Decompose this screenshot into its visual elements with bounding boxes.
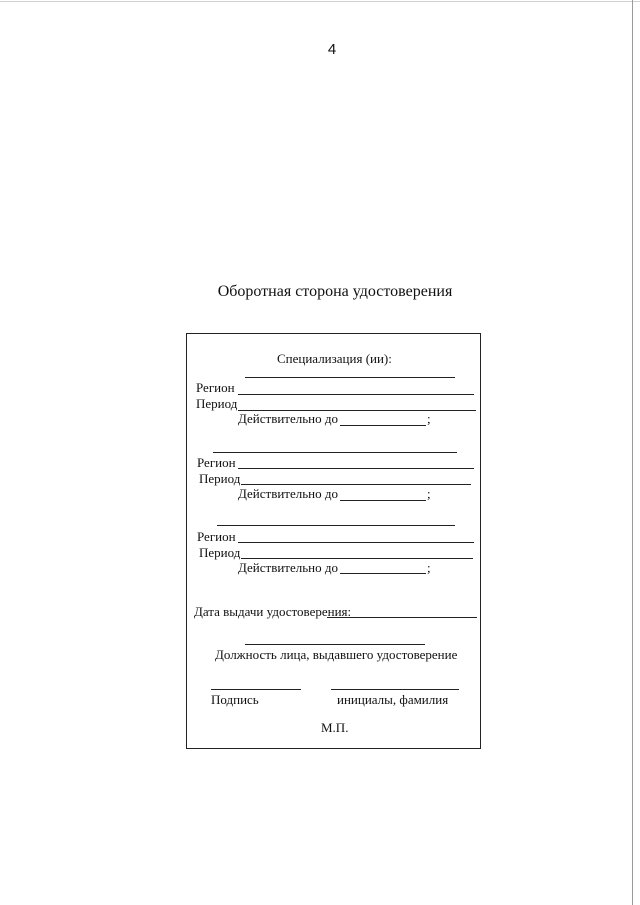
issuer-position-line <box>245 644 425 645</box>
region-line-3 <box>238 542 474 543</box>
region-line-1 <box>238 394 474 395</box>
name-line <box>331 689 459 690</box>
valid-until-end-2: ; <box>427 486 431 501</box>
valid-until-end-3: ; <box>427 560 431 575</box>
valid-until-line-3 <box>340 573 426 574</box>
signature-label: Подпись <box>211 692 259 707</box>
specialization-label: Специализация (ии): <box>277 351 392 366</box>
valid-until-label-2: Действительно до <box>238 486 338 501</box>
valid-until-line-2 <box>340 500 426 501</box>
page-number: 4 <box>327 41 337 58</box>
valid-until-label-3: Действительно до <box>238 560 338 575</box>
period-label-1: Период <box>196 396 238 411</box>
period-line-3 <box>241 558 473 559</box>
specialization-line-1 <box>245 377 455 378</box>
stamp-place-label: М.П. <box>321 720 349 735</box>
period-line-2 <box>241 484 471 485</box>
issue-date-line <box>327 617 477 618</box>
valid-until-end-1: ; <box>427 411 431 426</box>
page-edge-right <box>632 0 633 905</box>
valid-until-label-1: Действительно до <box>238 411 338 426</box>
certificate-back-card <box>186 333 481 749</box>
period-label-3: Период <box>199 545 241 560</box>
valid-until-line-1 <box>340 425 426 426</box>
region-label-1: Регион <box>196 380 235 395</box>
region-label-2: Регион <box>197 455 236 470</box>
region-label-3: Регион <box>197 529 236 544</box>
issue-date-label: Дата выдачи удостоверения: <box>194 604 352 619</box>
issuer-position-label: Должность лица, выдавшего удостоверение <box>215 647 458 662</box>
signature-line <box>211 689 301 690</box>
specialization-line-2 <box>213 452 457 453</box>
page-edge-top <box>0 1 640 2</box>
page-title: Оборотная сторона удостоверения <box>217 283 453 300</box>
period-label-2: Период <box>199 471 241 486</box>
region-line-2 <box>238 468 474 469</box>
name-label: инициалы, фамилия <box>337 692 449 707</box>
specialization-line-3 <box>217 525 455 526</box>
